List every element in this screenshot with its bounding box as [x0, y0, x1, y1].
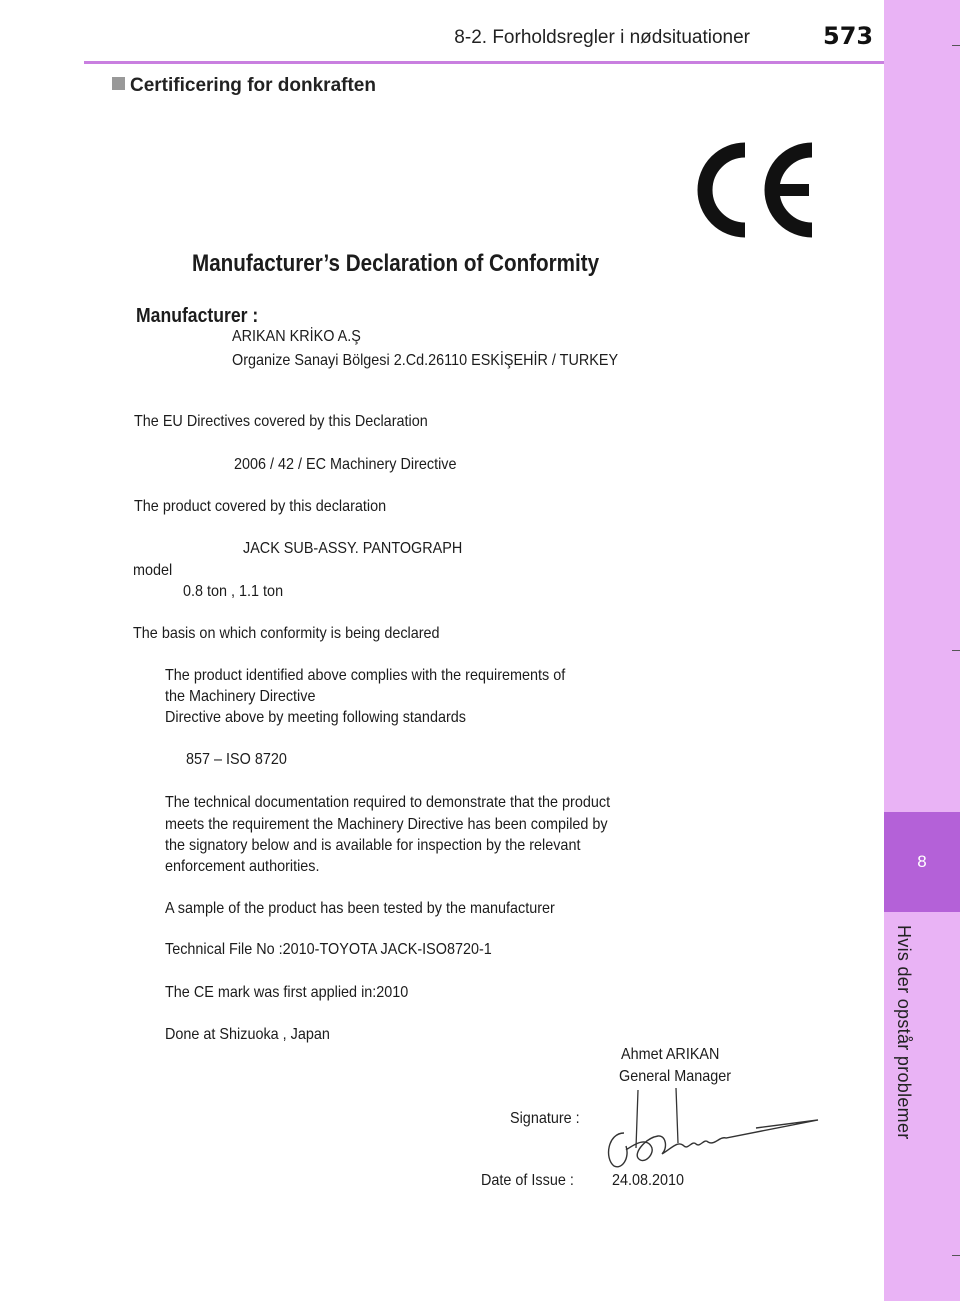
manufacturer-name: ARIKAN KRİKO A.Ş: [232, 328, 361, 345]
chapter-number: 8: [917, 852, 927, 871]
manufacturer-address: Organize Sanayi Bölgesi 2.Cd.26110 ESKİŞEHİR / TURKEY: [232, 352, 619, 369]
chapter-label: Hvis der opstår problemer: [894, 925, 914, 1140]
square-bullet-icon: [112, 77, 125, 90]
sample-tested-statement: A sample of the product has been tested by the manufacturer: [165, 900, 555, 917]
ce-mark-logo: [693, 140, 818, 245]
date-of-issue-label: Date of Issue :: [481, 1172, 574, 1189]
section-heading: [112, 75, 376, 97]
running-header-title: 8-2. Forholdsregler i nødsituationer: [454, 27, 750, 48]
date-of-issue-value: 24.08.2010: [612, 1172, 685, 1189]
directives-label: The EU Directives covered by this Declaration: [134, 413, 428, 430]
place-of-issue: Done at Shizuoka , Japan: [165, 1026, 330, 1043]
techdoc-line-1: The technical documentation required to demonstrate that the product: [165, 794, 611, 811]
manufacturer-label: Manufacturer :: [136, 305, 259, 327]
ce-first-applied: The CE mark was first applied in:2010: [165, 984, 409, 1001]
techdoc-line-3: the signatory below and is available for inspection by the relevant: [165, 837, 581, 854]
model-values: 0.8 ton , 1.1 ton: [183, 583, 284, 600]
techdoc-line-4: enforcement authorities.: [165, 858, 320, 875]
page-number: 573: [823, 22, 874, 50]
compliance-line-3: Directive above by meeting following standards: [165, 709, 466, 726]
technical-file-number: Technical File No :2010-TOYOTA JACK-ISO8720-1: [165, 941, 492, 958]
section-heading-text: Certificering for donkraften: [130, 75, 376, 96]
model-label: model: [133, 562, 173, 579]
basis-label: The basis on which conformity is being declared: [133, 625, 440, 642]
product-label: The product covered by this declaration: [134, 498, 387, 515]
compliance-line-1: The product identified above complies with the requirements of: [165, 667, 566, 684]
techdoc-line-2: meets the requirement the Machinery Directive has been compiled by: [165, 816, 608, 833]
crop-mark: [952, 650, 960, 651]
directive-reference: 2006 / 42 / EC Machinery Directive: [234, 456, 457, 473]
header-divider: [84, 61, 884, 64]
crop-mark: [952, 45, 960, 46]
standard-reference: 857 – ISO 8720: [186, 751, 287, 768]
signature-label: Signature :: [510, 1110, 580, 1127]
certificate-title: Manufacturer’s Declaration of Conformity: [192, 250, 600, 277]
product-name: JACK SUB-ASSY. PANTOGRAPH: [243, 540, 463, 557]
compliance-line-2: the Machinery Directive: [165, 688, 316, 705]
signatory-title: General Manager: [619, 1068, 732, 1085]
crop-mark: [952, 1255, 960, 1256]
handwritten-signature: [596, 1088, 826, 1173]
signatory-name: Ahmet ARIKAN: [621, 1046, 720, 1063]
